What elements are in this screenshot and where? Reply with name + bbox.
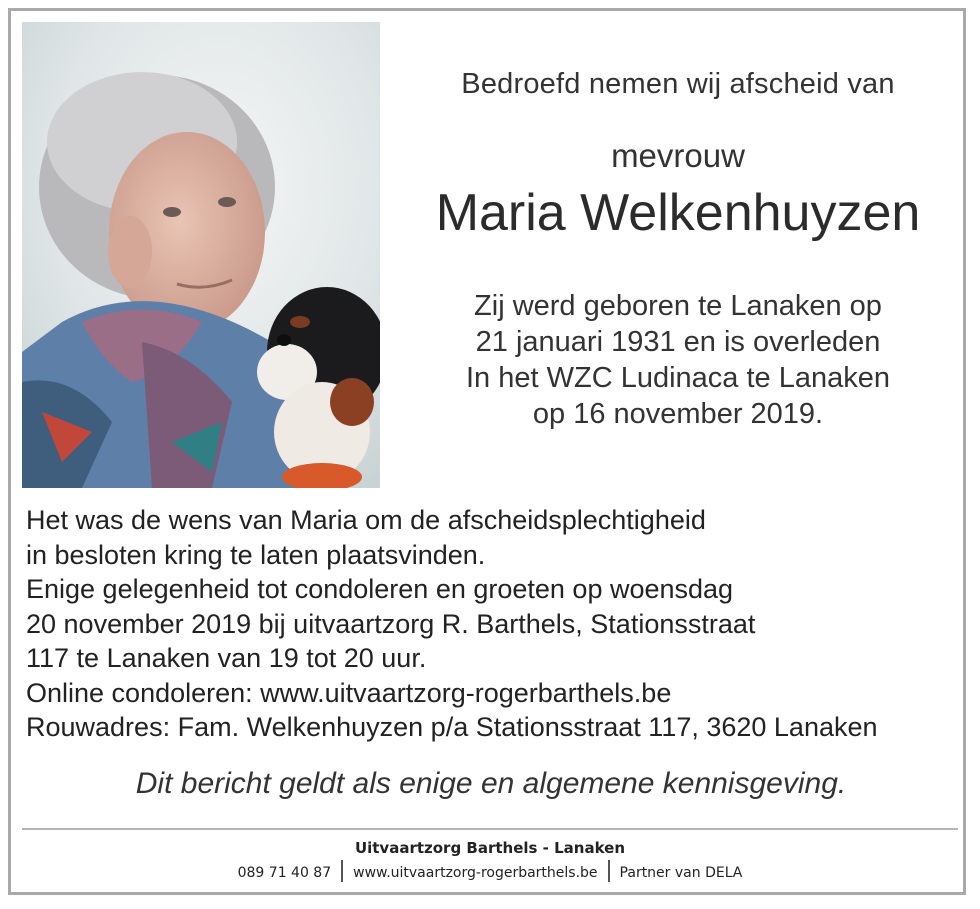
- funeral-company: Uitvaartzorg Barthels - Lanaken: [354, 839, 626, 857]
- birth-line: In het WZC Ludinaca te Lanaken: [466, 362, 890, 394]
- online-condolence-line: Online condoleren: www.uitvaartzorg-rogerbarthels.be: [26, 677, 672, 708]
- footer-website[interactable]: www.uitvaartzorg-rogerbarthels.be: [353, 865, 598, 881]
- honorific: mevrouw: [611, 137, 745, 174]
- body-line: 117 te Lanaken van 19 tot 20 uur.: [26, 643, 427, 673]
- footer-partner: Partner van DELA: [619, 865, 743, 881]
- footer-contact: [22, 862, 958, 884]
- birth-death-details: [410, 288, 946, 432]
- body-line: 20 november 2019 bij uitvaartzorg R. Barthels, Stationsstraat: [26, 608, 756, 639]
- ceremony-details: [26, 503, 956, 745]
- notice-text: Dit bericht geldt als enige en algemene kennisgeving.: [135, 767, 847, 800]
- birth-line: 21 januari 1931 en is overleden: [475, 326, 881, 358]
- footer-phone: 089 71 40 87: [237, 865, 332, 881]
- body-line: Het was de wens van Maria om de afscheidsplechtigheid: [26, 505, 706, 535]
- mourning-address-line: Rouwadres: Fam. Welkenhuyzen p/a Stationsstraat 117, 3620 Lanaken: [26, 712, 878, 742]
- birth-line: op 16 november 2019.: [532, 398, 824, 430]
- birth-line: Zij werd geboren te Lanaken op: [474, 290, 882, 322]
- deceased-name: Maria Welkenhuyzen: [435, 184, 921, 242]
- body-line: in besloten kring te laten plaatsvinden.: [26, 539, 486, 570]
- footer-separator: [341, 860, 343, 882]
- portrait-photo: [22, 22, 380, 488]
- body-line: Enige gelegenheid tot condoleren en groeten op woensdag: [26, 574, 734, 604]
- footer-separator: [608, 860, 610, 882]
- footer-divider: [22, 828, 958, 830]
- intro-text: Bedroefd nemen wij afscheid van: [461, 68, 895, 100]
